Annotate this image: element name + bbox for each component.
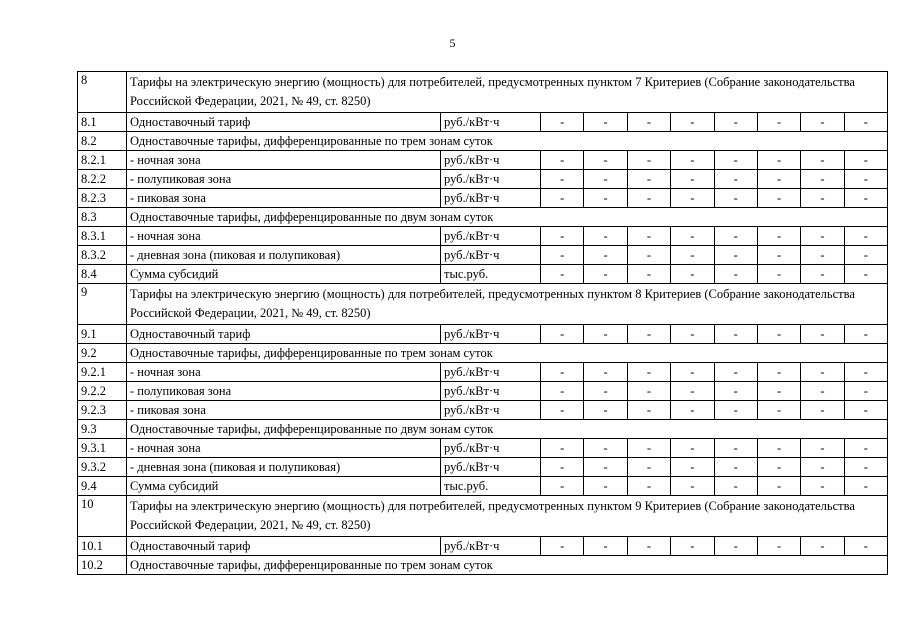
value-cell: - bbox=[714, 189, 757, 208]
value-cell: - bbox=[541, 477, 584, 496]
value-cell: - bbox=[757, 325, 800, 344]
page-number: 5 bbox=[449, 36, 456, 50]
value-cell: - bbox=[757, 401, 800, 420]
value-cell: - bbox=[757, 227, 800, 246]
value-cell: - bbox=[757, 363, 800, 382]
unit-cell: руб./кВт·ч bbox=[441, 382, 541, 401]
indicator-name: Одноставочный тариф bbox=[127, 113, 441, 132]
value-cell: - bbox=[541, 401, 584, 420]
section-heading: Одноставочные тарифы, дифференцированные по трем зонам суток bbox=[127, 344, 888, 363]
value-cell: - bbox=[627, 401, 670, 420]
row-number: 8.3 bbox=[78, 208, 127, 227]
value-cell: - bbox=[584, 227, 627, 246]
value-cell: - bbox=[757, 246, 800, 265]
value-cell: - bbox=[541, 151, 584, 170]
value-cell: - bbox=[541, 439, 584, 458]
value-cell: - bbox=[844, 458, 888, 477]
value-cell: - bbox=[627, 537, 670, 556]
value-cell: - bbox=[627, 382, 670, 401]
value-cell: - bbox=[844, 363, 888, 382]
value-cell: - bbox=[714, 265, 757, 284]
indicator-name: Одноставочный тариф bbox=[127, 325, 441, 344]
value-cell: - bbox=[801, 151, 844, 170]
value-cell: - bbox=[801, 170, 844, 189]
table-row bbox=[78, 170, 888, 189]
value-cell: - bbox=[627, 170, 670, 189]
value-cell: - bbox=[671, 227, 714, 246]
value-cell: - bbox=[671, 151, 714, 170]
value-cell: - bbox=[844, 401, 888, 420]
value-cell: - bbox=[801, 227, 844, 246]
value-cell: - bbox=[714, 151, 757, 170]
row-number: 10 bbox=[78, 496, 127, 537]
value-cell: - bbox=[801, 477, 844, 496]
value-cell: - bbox=[671, 537, 714, 556]
table-row bbox=[78, 382, 888, 401]
value-cell: - bbox=[714, 227, 757, 246]
value-cell: - bbox=[671, 439, 714, 458]
indicator-name: - пиковая зона bbox=[127, 401, 441, 420]
table-row bbox=[78, 439, 888, 458]
unit-cell: тыс.руб. bbox=[441, 477, 541, 496]
value-cell: - bbox=[584, 363, 627, 382]
table-row bbox=[78, 556, 888, 575]
row-number: 8.1 bbox=[78, 113, 127, 132]
value-cell: - bbox=[757, 189, 800, 208]
value-cell: - bbox=[541, 170, 584, 189]
value-cell: - bbox=[757, 265, 800, 284]
table-row bbox=[78, 227, 888, 246]
value-cell: - bbox=[627, 151, 670, 170]
value-cell: - bbox=[714, 325, 757, 344]
value-cell: - bbox=[671, 170, 714, 189]
value-cell: - bbox=[627, 439, 670, 458]
table-row bbox=[78, 325, 888, 344]
value-cell: - bbox=[714, 537, 757, 556]
unit-cell: руб./кВт·ч bbox=[441, 537, 541, 556]
value-cell: - bbox=[801, 537, 844, 556]
value-cell: - bbox=[584, 458, 627, 477]
value-cell: - bbox=[714, 458, 757, 477]
row-number: 9.2.2 bbox=[78, 382, 127, 401]
value-cell: - bbox=[757, 537, 800, 556]
value-cell: - bbox=[801, 189, 844, 208]
indicator-name: - полупиковая зона bbox=[127, 170, 441, 189]
value-cell: - bbox=[541, 325, 584, 344]
unit-cell: руб./кВт·ч bbox=[441, 246, 541, 265]
value-cell: - bbox=[714, 246, 757, 265]
unit-cell: руб./кВт·ч bbox=[441, 170, 541, 189]
unit-cell: руб./кВт·ч bbox=[441, 189, 541, 208]
section-heading: Одноставочные тарифы, дифференцированные по трем зонам суток bbox=[127, 132, 888, 151]
tariff-table bbox=[77, 71, 888, 575]
value-cell: - bbox=[757, 477, 800, 496]
value-cell: - bbox=[671, 401, 714, 420]
table-row bbox=[78, 284, 888, 325]
unit-cell: руб./кВт·ч bbox=[441, 401, 541, 420]
row-number: 9.4 bbox=[78, 477, 127, 496]
value-cell: - bbox=[627, 325, 670, 344]
value-cell: - bbox=[541, 227, 584, 246]
value-cell: - bbox=[844, 439, 888, 458]
value-cell: - bbox=[541, 382, 584, 401]
value-cell: - bbox=[584, 151, 627, 170]
row-number: 8.2.3 bbox=[78, 189, 127, 208]
value-cell: - bbox=[584, 439, 627, 458]
value-cell: - bbox=[541, 113, 584, 132]
row-number: 9.3 bbox=[78, 420, 127, 439]
table-row bbox=[78, 189, 888, 208]
value-cell: - bbox=[541, 363, 584, 382]
value-cell: - bbox=[714, 439, 757, 458]
value-cell: - bbox=[844, 382, 888, 401]
value-cell: - bbox=[671, 189, 714, 208]
table-row bbox=[78, 132, 888, 151]
indicator-name: - ночная зона bbox=[127, 151, 441, 170]
value-cell: - bbox=[714, 170, 757, 189]
row-number: 8.3.1 bbox=[78, 227, 127, 246]
row-number: 9 bbox=[78, 284, 127, 325]
value-cell: - bbox=[671, 477, 714, 496]
row-number: 9.2.1 bbox=[78, 363, 127, 382]
table-row bbox=[78, 537, 888, 556]
indicator-name: - ночная зона bbox=[127, 363, 441, 382]
value-cell: - bbox=[584, 189, 627, 208]
value-cell: - bbox=[541, 537, 584, 556]
unit-cell: тыс.руб. bbox=[441, 265, 541, 284]
value-cell: - bbox=[757, 458, 800, 477]
value-cell: - bbox=[714, 477, 757, 496]
value-cell: - bbox=[844, 265, 888, 284]
value-cell: - bbox=[584, 113, 627, 132]
row-number: 8.4 bbox=[78, 265, 127, 284]
table-row bbox=[78, 151, 888, 170]
value-cell: - bbox=[627, 246, 670, 265]
value-cell: - bbox=[627, 265, 670, 284]
row-number: 9.1 bbox=[78, 325, 127, 344]
value-cell: - bbox=[844, 227, 888, 246]
value-cell: - bbox=[714, 363, 757, 382]
value-cell: - bbox=[801, 363, 844, 382]
section-heading: Одноставочные тарифы, дифференцированные по трем зонам суток bbox=[127, 556, 888, 575]
value-cell: - bbox=[627, 189, 670, 208]
table-row bbox=[78, 420, 888, 439]
indicator-name: - полупиковая зона bbox=[127, 382, 441, 401]
value-cell: - bbox=[584, 170, 627, 189]
value-cell: - bbox=[801, 382, 844, 401]
value-cell: - bbox=[757, 439, 800, 458]
section-heading: Одноставочные тарифы, дифференцированные по двум зонам суток bbox=[127, 420, 888, 439]
value-cell: - bbox=[714, 401, 757, 420]
table-row bbox=[78, 246, 888, 265]
value-cell: - bbox=[844, 246, 888, 265]
value-cell: - bbox=[801, 265, 844, 284]
value-cell: - bbox=[671, 363, 714, 382]
table-row bbox=[78, 458, 888, 477]
row-number: 8.3.2 bbox=[78, 246, 127, 265]
value-cell: - bbox=[627, 113, 670, 132]
value-cell: - bbox=[844, 189, 888, 208]
value-cell: - bbox=[844, 477, 888, 496]
value-cell: - bbox=[541, 189, 584, 208]
value-cell: - bbox=[801, 325, 844, 344]
unit-cell: руб./кВт·ч bbox=[441, 151, 541, 170]
table-row bbox=[78, 72, 888, 113]
value-cell: - bbox=[757, 382, 800, 401]
value-cell: - bbox=[671, 458, 714, 477]
value-cell: - bbox=[671, 265, 714, 284]
indicator-name: Сумма субсидий bbox=[127, 477, 441, 496]
unit-cell: руб./кВт·ч bbox=[441, 458, 541, 477]
value-cell: - bbox=[801, 458, 844, 477]
value-cell: - bbox=[844, 113, 888, 132]
value-cell: - bbox=[627, 458, 670, 477]
value-cell: - bbox=[671, 325, 714, 344]
indicator-name: - ночная зона bbox=[127, 439, 441, 458]
value-cell: - bbox=[757, 170, 800, 189]
value-cell: - bbox=[627, 227, 670, 246]
row-number: 10.1 bbox=[78, 537, 127, 556]
value-cell: - bbox=[757, 151, 800, 170]
row-number: 9.3.1 bbox=[78, 439, 127, 458]
group-heading: Тарифы на электрическую энергию (мощность) для потребителей, предусмотренных пунктом 8 Критериев (Собрание законодательства Российской Федерации, 2021, № 49, ст. 8250) bbox=[127, 284, 888, 325]
group-heading: Тарифы на электрическую энергию (мощность) для потребителей, предусмотренных пунктом 9 Критериев (Собрание законодательства Российской Федерации, 2021, № 49, ст. 8250) bbox=[127, 496, 888, 537]
row-number: 9.2.3 bbox=[78, 401, 127, 420]
value-cell: - bbox=[627, 363, 670, 382]
row-number: 8.2.1 bbox=[78, 151, 127, 170]
indicator-name: Сумма субсидий bbox=[127, 265, 441, 284]
value-cell: - bbox=[541, 458, 584, 477]
value-cell: - bbox=[714, 382, 757, 401]
indicator-name: Одноставочный тариф bbox=[127, 537, 441, 556]
value-cell: - bbox=[844, 537, 888, 556]
row-number: 8.2 bbox=[78, 132, 127, 151]
table-row bbox=[78, 113, 888, 132]
value-cell: - bbox=[584, 537, 627, 556]
value-cell: - bbox=[714, 113, 757, 132]
value-cell: - bbox=[671, 246, 714, 265]
value-cell: - bbox=[844, 151, 888, 170]
value-cell: - bbox=[584, 477, 627, 496]
value-cell: - bbox=[584, 325, 627, 344]
row-number: 9.2 bbox=[78, 344, 127, 363]
indicator-name: - дневная зона (пиковая и полупиковая) bbox=[127, 246, 441, 265]
value-cell: - bbox=[671, 382, 714, 401]
value-cell: - bbox=[844, 325, 888, 344]
unit-cell: руб./кВт·ч bbox=[441, 227, 541, 246]
table-row bbox=[78, 363, 888, 382]
table-row bbox=[78, 208, 888, 227]
table-row bbox=[78, 477, 888, 496]
value-cell: - bbox=[584, 401, 627, 420]
row-number: 9.3.2 bbox=[78, 458, 127, 477]
value-cell: - bbox=[627, 477, 670, 496]
unit-cell: руб./кВт·ч bbox=[441, 439, 541, 458]
table-row bbox=[78, 401, 888, 420]
value-cell: - bbox=[801, 246, 844, 265]
value-cell: - bbox=[584, 246, 627, 265]
unit-cell: руб./кВт·ч bbox=[441, 325, 541, 344]
unit-cell: руб./кВт·ч bbox=[441, 113, 541, 132]
row-number: 8.2.2 bbox=[78, 170, 127, 189]
value-cell: - bbox=[844, 170, 888, 189]
value-cell: - bbox=[757, 113, 800, 132]
table-row bbox=[78, 265, 888, 284]
value-cell: - bbox=[584, 265, 627, 284]
unit-cell: руб./кВт·ч bbox=[441, 363, 541, 382]
row-number: 8 bbox=[78, 72, 127, 113]
section-heading: Одноставочные тарифы, дифференцированные по двум зонам суток bbox=[127, 208, 888, 227]
value-cell: - bbox=[801, 439, 844, 458]
indicator-name: - дневная зона (пиковая и полупиковая) bbox=[127, 458, 441, 477]
table-row bbox=[78, 344, 888, 363]
row-number: 10.2 bbox=[78, 556, 127, 575]
value-cell: - bbox=[541, 265, 584, 284]
value-cell: - bbox=[671, 113, 714, 132]
table-row bbox=[78, 496, 888, 537]
group-heading: Тарифы на электрическую энергию (мощность) для потребителей, предусмотренных пунктом 7 Критериев (Собрание законодательства Российской Федерации, 2021, № 49, ст. 8250) bbox=[127, 72, 888, 113]
value-cell: - bbox=[801, 113, 844, 132]
value-cell: - bbox=[584, 382, 627, 401]
indicator-name: - ночная зона bbox=[127, 227, 441, 246]
value-cell: - bbox=[541, 246, 584, 265]
indicator-name: - пиковая зона bbox=[127, 189, 441, 208]
value-cell: - bbox=[801, 401, 844, 420]
